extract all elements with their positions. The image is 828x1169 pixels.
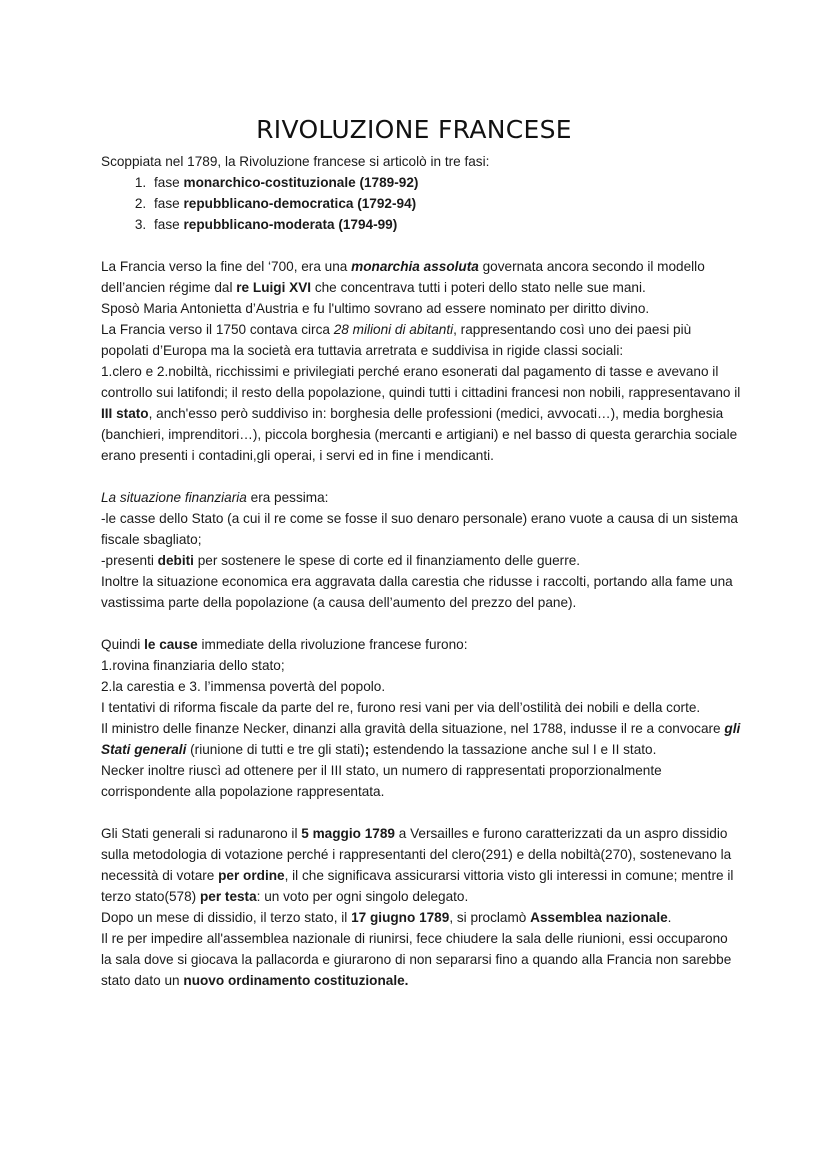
list-item: 2. fase repubblicano-democratica (1792-94) <box>150 193 741 214</box>
estates-general-paragraph: Gli Stati generali si radunarono il 5 maggio 1789 a Versailles e furono caratterizzati da un aspro dissidio sulla metodologia di votazione perché i rappresentanti del clero(291) e della nobiltà(270), sostenevano la necessità di votare per ordine, il che significava assicurarsi vittoria visto gli interessi in comune; mentre il terzo stato(578) per testa: un voto per ogni singolo delegato. Dopo un mese di dissidio, il terzo stato, il 17 giugno 1789, si proclamò Assemblea nazionale. Il re per impedire all'assemblea nazionale di riunirsi, fece chiudere la sala delle riunioni, essi occuparono la sala dove si giocava la pallacorda e giurarono di non separarsi fino a quando alla Francia non sarebbe stato dato un nuovo ordinamento costituzionale. <box>101 826 734 988</box>
list-item: 3. fase repubblicano-moderata (1794-99) <box>150 214 741 235</box>
list-item: 1. fase monarchico-costituzionale (1789-92) <box>150 172 741 193</box>
phases-list <box>101 172 741 235</box>
document-body <box>101 151 741 991</box>
intro-paragraph: Scoppiata nel 1789, la Rivoluzione francese si articolò in tre fasi: <box>101 154 490 169</box>
finance-paragraph: La situazione finanziaria era pessima: -le casse dello Stato (a cui il re come se fosse il suo denaro personale) erano vuote a causa di un sistema fiscale sbagliato; -presenti debiti per sostenere le spese di corte ed il finanziamento delle guerre. Inoltre la situazione economica era aggravata dalla carestia che ridusse i raccolti, portando alla fame una vastissima parte della popolazione (a causa dell’aumento del prezzo del pane). <box>101 490 738 610</box>
monarchy-paragraph: La Francia verso la fine del ‘700, era una monarchia assoluta governata ancora secondo il modello dell’ancien régime dal re Luigi XVI che concentrava tutti i poteri dello stato nelle sue mani. Sposò Maria Antonietta d’Austria e fu l'ultimo sovrano ad essere nominato per diritto divino. La Francia verso il 1750 contava circa 28 milioni di abitanti, rappresentando così uno dei paesi più popolati d’Europa ma la società era tuttavia arretrata e suddivisa in rigide classi sociali: 1.clero e 2.nobiltà, ricchissimi e privilegiati perché erano esonerati dal pagamento di tasse e avevano il controllo sui latifondi; il resto della popolazione, quindi tutti i cittadini francesi non nobili, rappresentavano il III stato, anch'esso però suddiviso in: borghesia delle professioni (medici, avvocati…), media borghesia (banchieri, imprenditori…), piccola borghesia (mercanti e artigiani) e nel basso di questa gerarchia sociale erano presenti i contadini,gli operai, i servi ed in fine i mendicanti. <box>101 259 741 463</box>
causes-paragraph: Quindi le cause immediate della rivoluzione francese furono: 1.rovina finanziaria dello stato; 2.la carestia e 3. l’immensa povertà del popolo. I tentativi di riforma fiscale da parte del re, furono resi vani per via dell’ostilità dei nobili e della corte. Il ministro delle finanze Necker, dinanzi alla gravità della situazione, nel 1788, indusse il re a convocare gli Stati generali (riunione di tutti e tre gli stati); estendendo la tassazione anche sul I e II stato. Necker inoltre riuscì ad ottenere per il III stato, un numero di rappresentati proporzionalmente corrispondente alla popolazione rappresentata. <box>101 637 741 799</box>
page-title: RIVOLUZIONE FRANCESE <box>256 114 572 144</box>
